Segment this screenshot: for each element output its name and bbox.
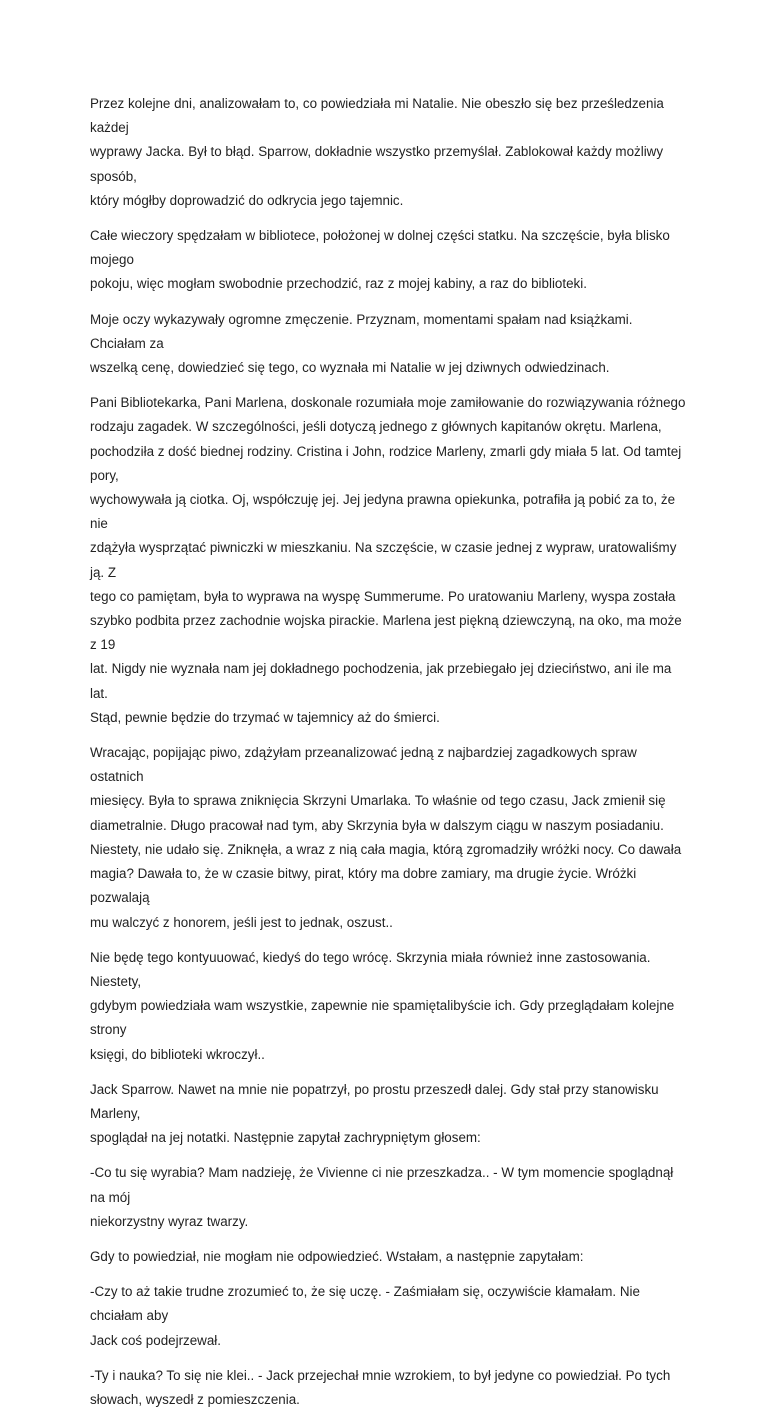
paragraph-6: Nie będę tego kontyuuować, kiedyś do tego wrócę. Skrzynia miała również inne zastosowania. Niestety, gdybym powiedziała wam wszystkie, zapewnie nie spamiętalibyście ich. Gdy przeglądałam kolejne strony księgi, do biblioteki wkroczył.. [90,949,675,1062]
paragraph-9: Gdy to powiedział, nie mogłam nie odpowiedzieć. Wstałam, a następnie zapytałam: [90,1248,584,1264]
paragraph-4: Pani Bibliotekarka, Pani Marlena, doskonale rozumiała moje zamiłowanie do rozwiązywania różnego rodzaju zagadek. W szczególności, jeśli dotyczą jednego z głównych kapitanów okrętu. Marlena, pochodziła z dość biednej rodziny. Cristina i John, rodzice Marleny, zmarli gdy miała 5 lat. Od tamtej pory, wychowywała ją ciotka. Oj, współczuję jej. Jej jedyna prawna opiekunka, potrafiła ją pobić za to, że nie zdążyła wysprzątać piwniczki w mieszkaniu. Na szczęście, w czasie jednej z wypraw, uratowaliśmy ją. Z tego co pamiętam, była to wyprawa na wyspę Summerume. Po uratowaniu Marleny, wyspa została szybko podbita przez zachodnie wojska pirackie. Marlena jest piękną dziewczyną, na oko, ma może z 19 lat. Nigdy nie wyznała nam jej dokładnego pochodzenia, jak przebiegało jej dzieciństwo, ani ile ma lat. Stąd, pewnie będzie do trzymać w tajemnicy aż do śmierci. [90,395,686,725]
paragraph-8: -Co tu się wyrabia? Mam nadzieję, że Vivienne ci nie przeszkadza.. - W tym momencie spoglądnął na mój niekorzystny wyraz twarzy. [90,1165,674,1229]
paragraph-5: Wracając, popijając piwo, zdążyłam przeanalizować jedną z najbardziej zagadkowych spraw ostatnich miesięcy. Była to sprawa zniknięcia Skrzyni Umarlaka. To właśnie od tego czasu, Jack zmienił się diametralnie. Długo pracował nad tym, aby Skrzynia była w dalszym ciągu w naszym posiadaniu. Niestety, nie udało się. Zniknęła, a wraz z nią cała magia, którą zgromadziły wróżki nocy. Co dawała magia? Dawała to, że w czasie bitwy, pirat, który ma dobre zamiary, ma drugie życie. Wróżki pozwalają mu walczyć z honorem, jeśli jest to jednak, oszust.. [90,745,682,930]
paragraph-2: Całe wieczory spędzałam w bibliotece, położonej w dolnej części statku. Na szczęście, była blisko mojego pokoju, więc mogłam swobodnie przechodzić, raz z mojej kabiny, a raz do biblioteki. [90,228,670,292]
paragraph-10: -Czy to aż takie trudne zrozumieć to, że się uczę. - Zaśmiałam się, oczywiście kłamałam. Nie chciałam aby Jack coś podejrzewał. [90,1284,640,1348]
paragraph-11: -Ty i nauka? To się nie klei.. - Jack przejechał mnie wzrokiem, to był jedyne co powiedział. Po tych słowach, wyszedł z pomieszczenia. [90,1367,671,1407]
document-page [90,92,690,1423]
paragraph-7: Jack Sparrow. Nawet na mnie nie popatrzył, po prostu przeszedł dalej. Gdy stał przy stanowisku Marleny, spoglądał na jej notatki. Następnie zapytał zachrypniętym głosem: [90,1081,659,1146]
paragraph-1: Przez kolejne dni, analizowałam to, co powiedziała mi Natalie. Nie obeszło się bez prześledzenia każdej wyprawy Jacka. Był to błąd. Sparrow, dokładnie wszystko przemyślał. Zablokował każdy możliwy sposób, który mógłby doprowadzić do odkrycia jego tajemnic. [90,96,664,208]
paragraph-3: Moje oczy wykazywały ogromne zmęczenie. Przyznam, momentami spałam nad książkami. Chciałam za wszelką cenę, dowiedzieć się tego, co wyznała mi Natalie w jej dziwnych odwiedzinach. [90,311,633,376]
